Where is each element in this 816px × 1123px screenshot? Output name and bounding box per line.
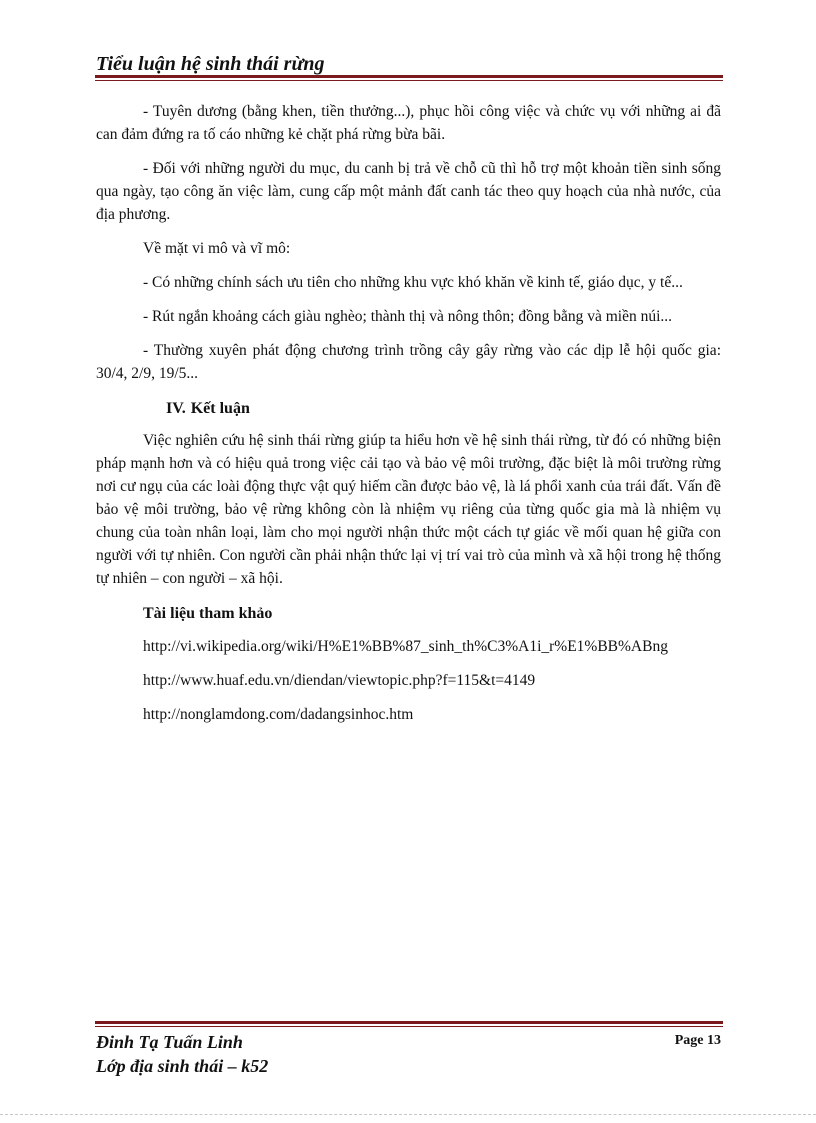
paragraph-nomads-support: - Đối với những người du mục, du canh bị trả về chỗ cũ thì hỗ trợ một khoản tiền sinh sống qua ngày, tạo công ăn việc làm, cung cấp một mảnh đất canh tác theo quy hoạch của nhà nước, của địa phương. — [96, 160, 721, 223]
reference-link[interactable]: http://vi.wikipedia.org/wiki/H%E1%BB%87_sinh_th%C3%A1i_r%E1%BB%ABng — [143, 638, 668, 655]
footer-class: Lớp địa sinh thái – k52 — [96, 1056, 269, 1076]
footer-rule — [95, 1021, 723, 1027]
document-body — [96, 100, 721, 737]
paragraph-priority-policy: - Có những chính sách ưu tiên cho những khu vực khó khăn về kinh tế, giáo dục, y tế... — [143, 274, 683, 291]
paragraph-micro-macro: Về mặt vi mô và vĩ mô: — [143, 240, 291, 257]
paragraph-wealth-gap: - Rút ngắn khoảng cách giàu nghèo; thành thị và nông thôn; đồng bằng và miền núi... — [143, 308, 673, 325]
paragraph-tree-planting: - Thường xuyên phát động chương trình trồng cây gây rừng vào các dịp lễ hội quốc gia: 30/4, 2/9, 19/5... — [96, 342, 721, 382]
paragraph-commendation: - Tuyên dương (bằng khen, tiền thưởng...), phục hồi công việc và chức vụ với những ai đã can đảm đứng ra tố cáo những kẻ chặt phá rừng bừa bãi. — [96, 103, 721, 143]
page-number: Page 13 — [674, 1033, 721, 1048]
header-rule — [95, 75, 723, 81]
reference-link[interactable]: http://www.huaf.edu.vn/diendan/viewtopic.php?f=115&t=4149 — [143, 672, 536, 689]
footer-author-block — [96, 1030, 268, 1078]
section-heading — [96, 397, 721, 420]
header-title: Tiểu luận hệ sinh thái rừng — [96, 53, 325, 75]
paragraph-conclusion: Việc nghiên cứu hệ sinh thái rừng giúp ta hiểu hơn về hệ sinh thái rừng, từ đó có những biện pháp mạnh hơn và có hiệu quả trong việc cải tạo và bảo vệ môi trường, đặc biệt là môi trường rừng nơi cư ngụ của các loài động thực vật quý hiếm cần được bảo vệ, là lá phổi xanh của trái đất. Vấn đề bảo vệ môi trường, bảo vệ rừng không còn là nhiệm vụ riêng của từng quốc gia mà là nhiệm vụ chung của toàn nhân loại, làm cho mọi người nhận thức một cách tự giác về mối quan hệ giữa con người với tự nhiên. Con người cần phải nhận thức lại vị trí vai trò của mình và xã hội trong hệ thống tự nhiên – con người – xã hội. — [96, 432, 721, 587]
page-boundary — [0, 1114, 816, 1115]
references-heading: Tài liệu tham khảo — [143, 605, 273, 622]
section-number: IV. — [166, 400, 186, 417]
footer-author: Đinh Tạ Tuấn Linh — [96, 1032, 243, 1052]
section-title: Kết luận — [190, 400, 250, 417]
reference-link[interactable]: http://nonglamdong.com/dadangsinhoc.htm — [143, 706, 414, 723]
